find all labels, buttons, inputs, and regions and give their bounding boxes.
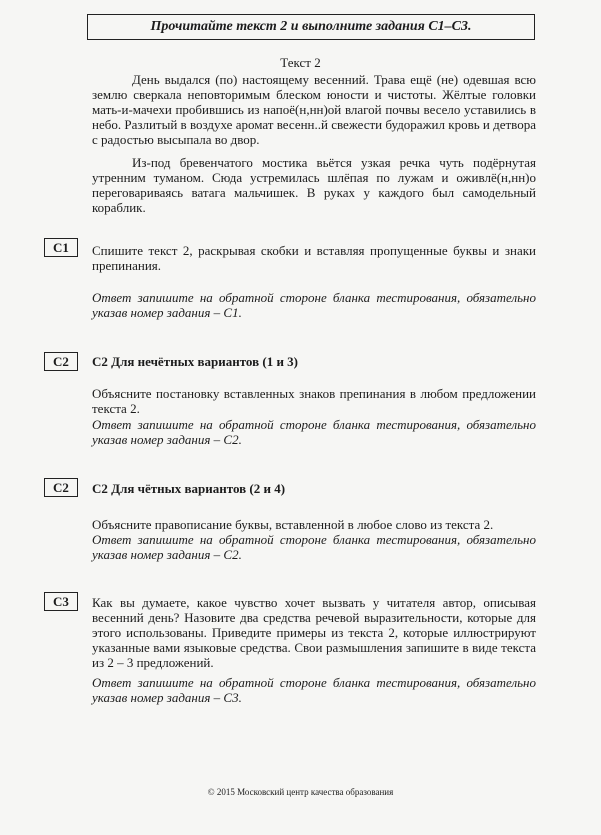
- text-title: Текст 2: [280, 55, 321, 70]
- task-c3-label: С3: [44, 592, 78, 611]
- header-title: Прочитайте текст 2 и выполните задания С1–С3.: [150, 19, 472, 34]
- task-c2-odd-label: С2: [44, 352, 78, 371]
- task-c3-text: Как вы думаете, какое чувство хочет вызвать у читателя автор, описывая весенний день? Назовите два средства речевой выразительности, которые для этого использованы. Приведите примеры из текста 2, которые иллюстрируют указанные вами языковые средства. Свои размышления запишите в виде текста из 2 – 3 предложений.: [92, 595, 536, 670]
- task-c2-odd-heading: С2 Для нечётных вариантов (1 и 3): [92, 354, 299, 369]
- page-header: [87, 14, 535, 40]
- task-c2-odd-text: Объясните постановку вставленных знаков препинания в любом предложении текста 2.: [92, 386, 536, 416]
- task-c1-note: Ответ запишите на обратной стороне бланка тестирования, обязательно указав номер задания – С1.: [92, 290, 536, 320]
- task-c2-even-label: С2: [44, 478, 78, 497]
- footer-copyright: © 2015 Московский центр качества образования: [207, 787, 394, 797]
- task-c3-note: Ответ запишите на обратной стороне бланка тестирования, обязательно указав номер задания – С3.: [92, 675, 536, 705]
- task-c2-even-heading: С2 Для чётных вариантов (2 и 4): [92, 481, 286, 496]
- task-c1-text: Спишите текст 2, раскрывая скобки и вставляя пропущенные буквы и знаки препинания.: [92, 243, 536, 273]
- task-c1-label: С1: [44, 238, 78, 257]
- text-paragraph-1: День выдался (по) настоящему весенний. Трава ещё (не) одевшая всю землю сверкала неповторимым блеском юности и чистоты. Жёлтые головки мать-и-мачехи пробившись из напоё(н,нн)ой влагой почвы весело уставились в небо. Разлитый в воздухе аромат весенн..й свежести будоражил кровь и детвора с радостью высыпала во двор.: [92, 72, 536, 147]
- task-c2-even-text: Объясните правописание буквы, вставленной в любое слово из текста 2.: [92, 517, 494, 532]
- text-paragraph-2: Из-под бревенчатого мостика вьётся узкая речка чуть подёрнутая утренним туманом. Сюда устремилась шлёпая по лужам и оживлё(н,нн)о переговариваясь ватага мальчишек. В руках у каждого был самодельный кораблик.: [92, 155, 536, 215]
- task-c2-odd-note: Ответ запишите на обратной стороне бланка тестирования, обязательно указав номер задания – С2.: [92, 417, 536, 447]
- task-c2-even-note: Ответ запишите на обратной стороне бланка тестирования, обязательно указав номер задания – С2.: [92, 532, 536, 562]
